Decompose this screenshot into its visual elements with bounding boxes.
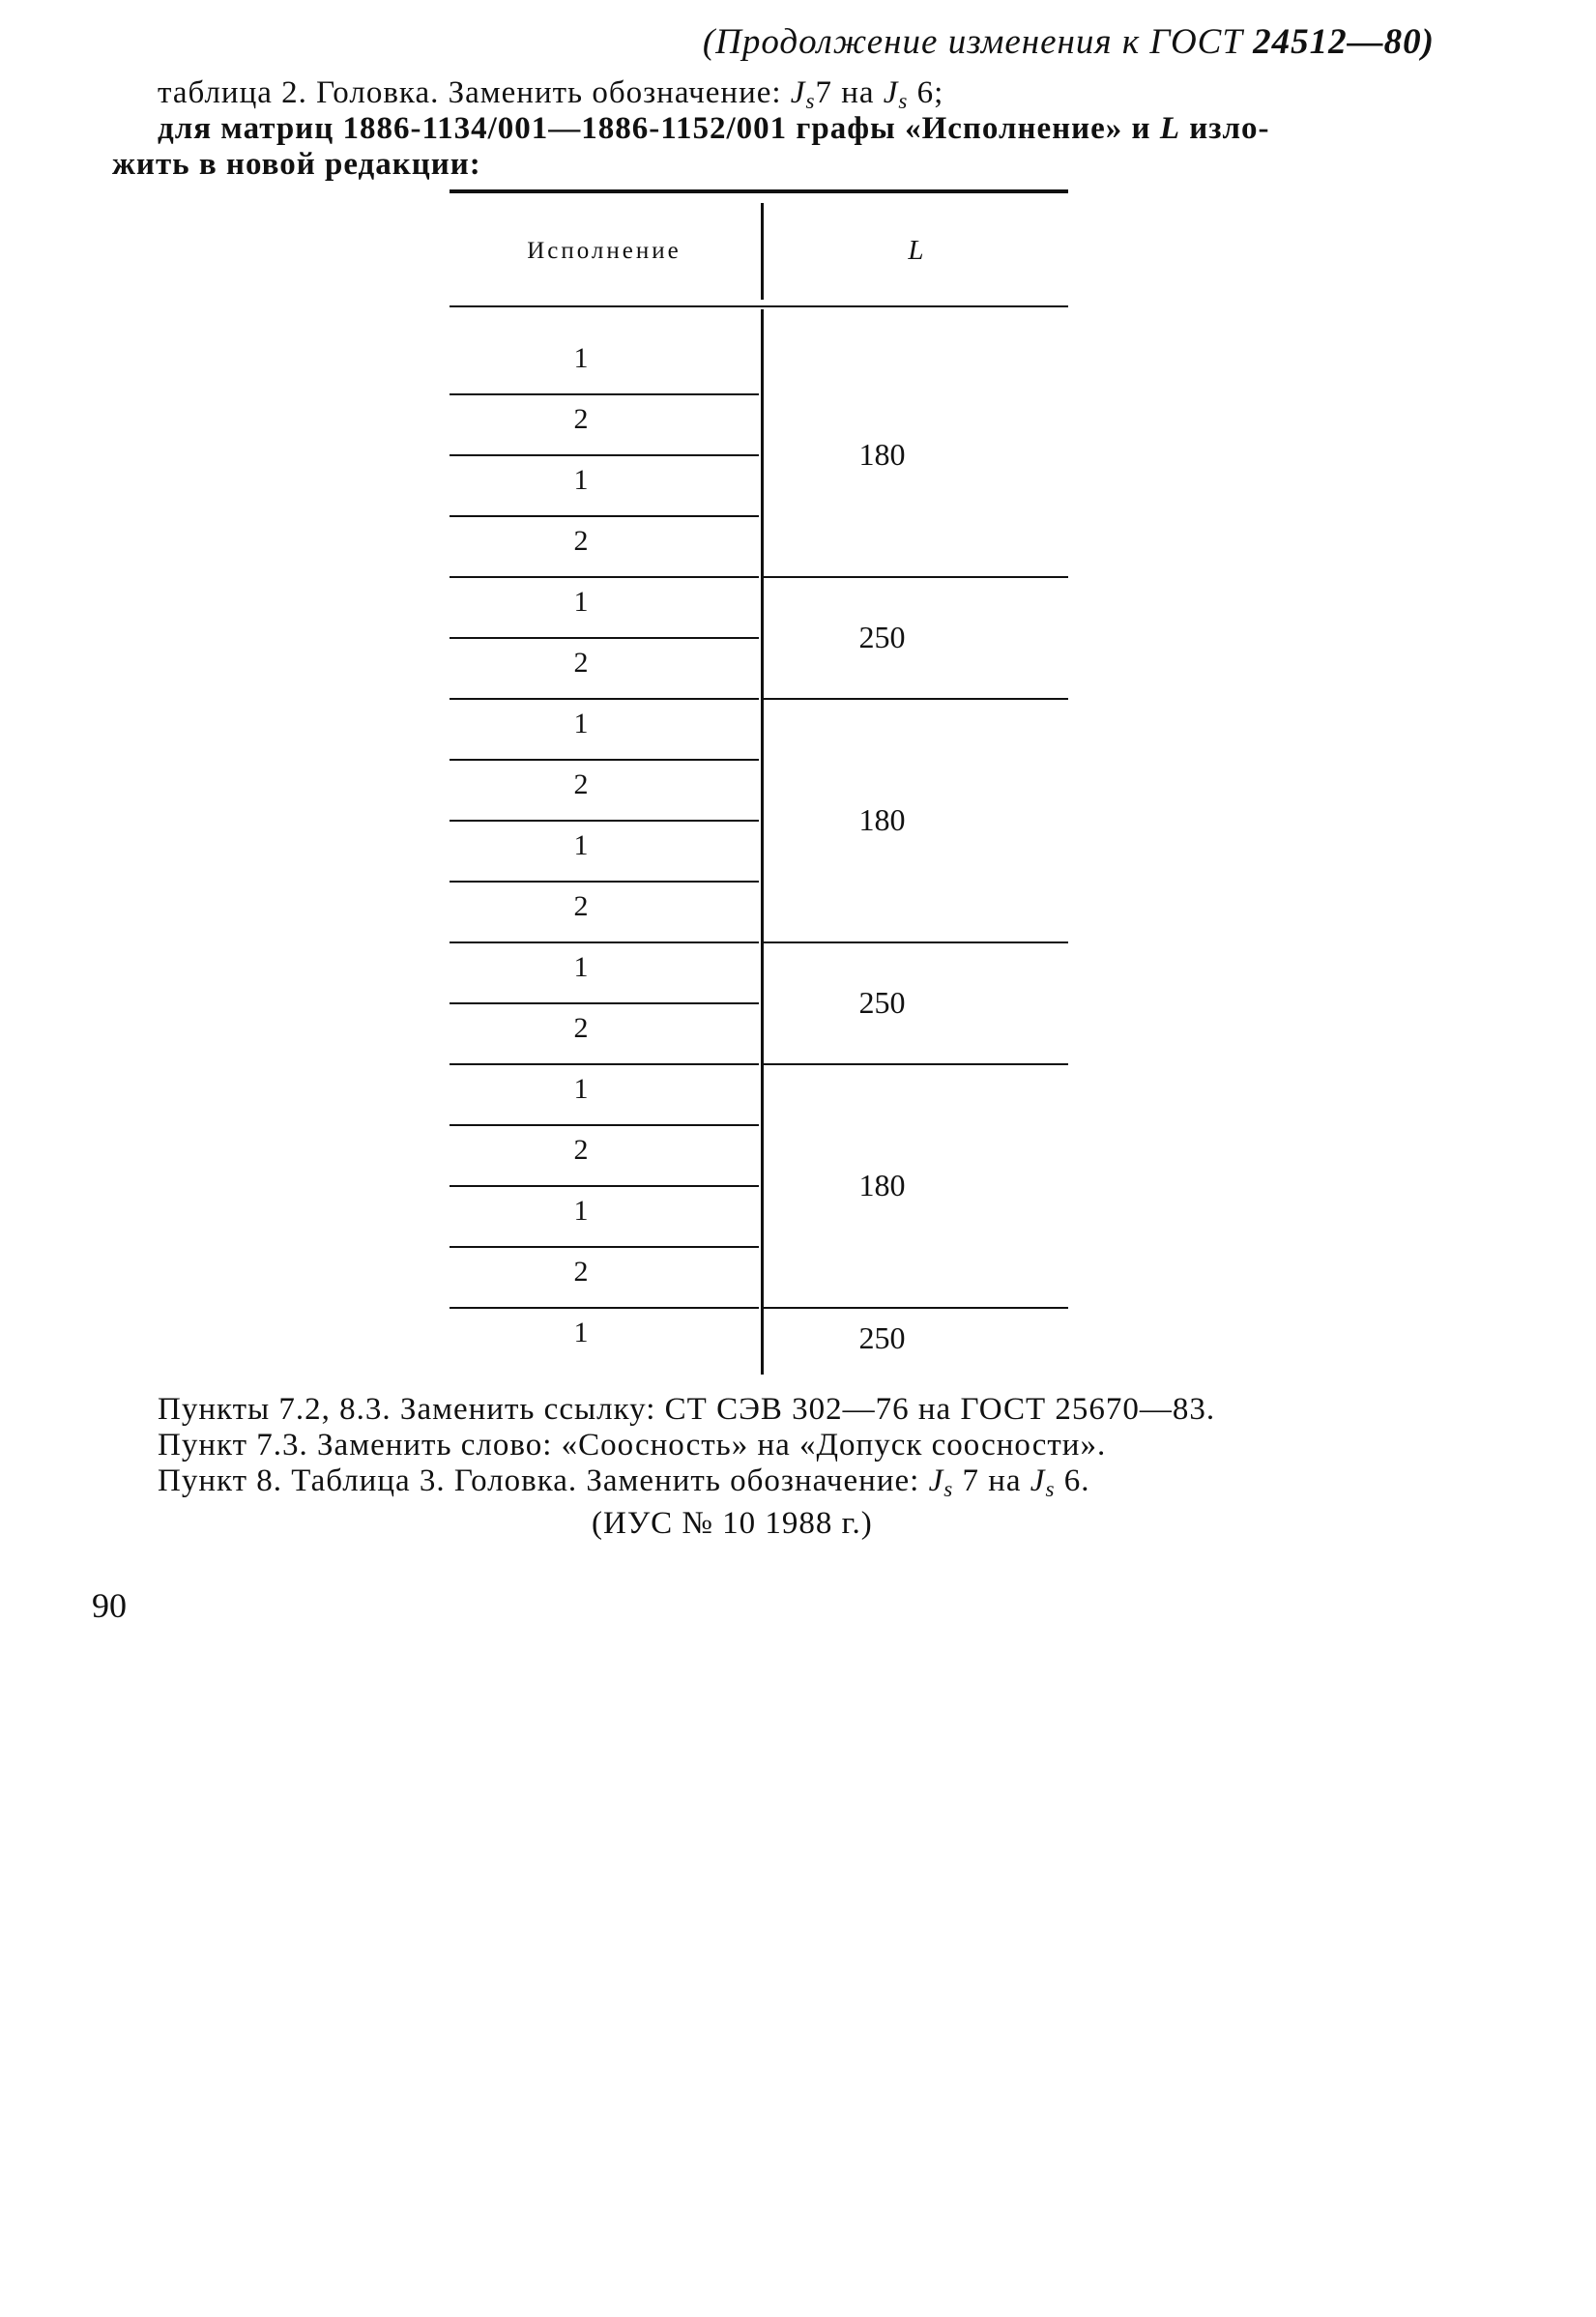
group-rule [764,698,1068,700]
execution-cell: 2 [573,768,589,800]
ius-reference: (ИУС № 10 1988 г.) [592,1506,873,1541]
row-rule [450,1002,759,1004]
execution-cell: 2 [573,647,589,679]
execution-cell: 2 [573,1256,589,1288]
row-rule [450,820,759,822]
footer-line-3: Пункт 8. Таблица 3. Головка. Заменить обозначение: $J_s$ 7 на $J_s$ 6. [158,1463,1090,1501]
execution-cell: 1 [573,1073,589,1105]
row-rule [450,637,759,639]
length-cell: 250 [858,620,906,654]
group-rule [764,941,1068,943]
execution-cell: 1 [573,586,589,618]
header-bottom-rule [450,305,1068,307]
row-rule [450,759,759,761]
footer-line-2: Пункт 7.3. Заменить слово: «Соосность» на «Допуск соосности». [158,1428,1107,1463]
execution-cell: 1 [573,708,589,739]
length-cell: 250 [858,985,906,1020]
row-rule [450,576,759,578]
execution-cell: 2 [573,403,589,435]
execution-cell: 1 [573,1195,589,1227]
execution-cell: 1 [573,829,589,861]
column-divider [761,309,764,1375]
group-rule [764,1063,1068,1065]
intro-line-2: для матриц 1886-1134/001—1886-1152/001 графы «Исполнение» и L изло- [158,111,1270,146]
continuation-prefix: (Продолжение изменения к ГОСТ [702,22,1254,62]
row-rule [450,1185,759,1187]
row-rule [450,454,759,456]
execution-cell: 2 [573,890,589,922]
group-rule [764,1307,1068,1309]
row-rule [450,393,759,395]
header-divider [761,203,764,300]
continuation-header [0,21,1435,63]
execution-cell: 2 [573,1134,589,1166]
length-cell: 180 [858,802,906,837]
execution-cell: 1 [573,951,589,983]
table-top-rule [450,189,1068,193]
footer-line-1: Пункты 7.2, 8.3. Заменить ссылку: СТ СЭВ 302—76 на ГОСТ 25670—83. [158,1392,1216,1427]
row-rule [450,1307,759,1309]
row-rule [450,698,759,700]
row-rule [450,1063,759,1065]
row-rule [450,515,759,517]
group-rule [764,576,1068,578]
execution-cell: 1 [573,342,589,374]
page-number: 90 [92,1586,127,1625]
length-cell: 180 [858,1168,906,1202]
execution-cell: 1 [573,1317,589,1348]
intro-line-3: жить в новой редакции: [112,147,481,182]
row-rule [450,1246,759,1248]
intro-line-1: таблица 2. Головка. Заменить обозначение: $J_s7$ на $J_s$ 6; [158,75,944,113]
length-cell: 250 [858,1319,906,1355]
row-rule [450,941,759,943]
header-L: L [908,235,924,266]
execution-cell: 1 [573,464,589,496]
row-rule [450,881,759,883]
row-rule [450,1124,759,1126]
execution-cell: 2 [573,1012,589,1044]
gost-number: 24512—80) [1253,22,1435,62]
header-execution: Исполнение [527,238,682,264]
execution-cell: 2 [573,525,589,557]
length-cell: 180 [858,437,906,472]
